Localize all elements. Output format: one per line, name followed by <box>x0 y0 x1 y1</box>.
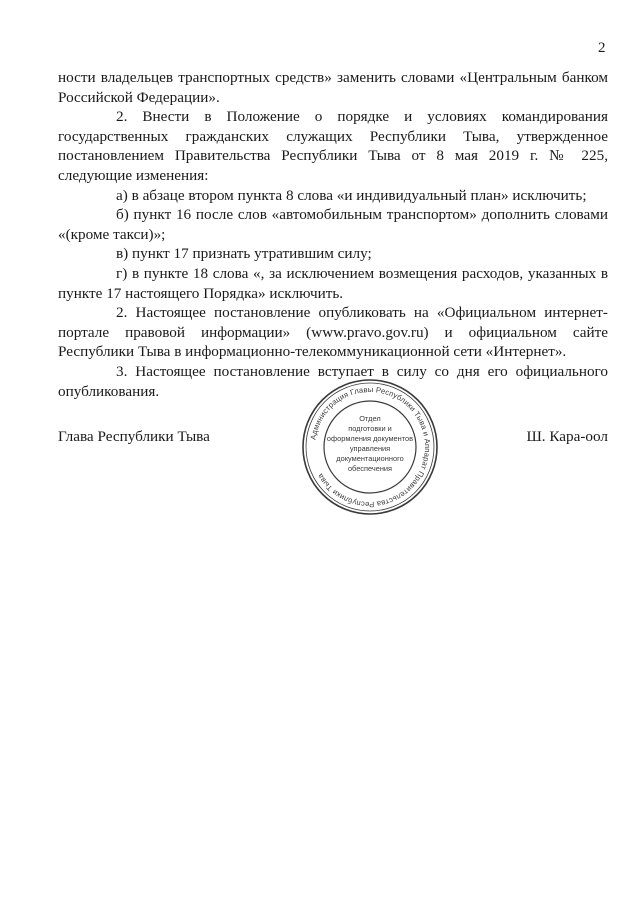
paragraph-subitem-a: а) в абзаце втором пункта 8 слова «и индивидуальный план» исключить; <box>116 186 587 204</box>
svg-text:обеспечения: обеспечения <box>347 464 393 473</box>
paragraph-item-3-effective: 3. Настоящее постановление вступает в силу со дня его официального опубликования. <box>58 362 608 400</box>
svg-text:документационного: документационного <box>336 454 404 463</box>
official-stamp <box>300 377 440 517</box>
paragraph-continuation: ности владельцев транспортных средств» заменить словами «Центральным банком Российской Федерации». <box>58 69 608 106</box>
signer-name: Ш. Кара-оол <box>526 428 608 445</box>
paragraph-subitem-b: б) пункт 16 после слов «автомобильным транспортом» дополнить словами «(кроме такси)»; <box>58 206 608 243</box>
paragraph-subitem-g: г) в пункте 18 слова «, за исключением возмещения расходов, указанных в пункте 17 настоящего Порядка» исключить. <box>58 264 608 302</box>
svg-text:подготовки и: подготовки и <box>348 424 392 433</box>
svg-text:оформления документов: оформления документов <box>326 434 414 443</box>
signer-position: Глава Республики Тыва <box>58 428 210 445</box>
page-number: 2 <box>598 40 606 56</box>
paragraph-item-2-publish: 2. Настоящее постановление опубликовать на «Официальном интернет-портале правовой информации» (www.pravo.gov.ru) и официальном сайте Республики Тыва в информационно-телекоммуникационной сети «Интернет». <box>58 304 608 361</box>
paragraph-subitem-v: в) пункт 17 признать утратившим силу; <box>116 245 372 263</box>
svg-text:Администрация Главы Республики: Администрация Главы Республики Тыва и Аппарат Правительства Республики Тыва <box>308 384 433 510</box>
document-body <box>58 68 608 401</box>
svg-text:Отдел: Отдел <box>359 414 381 423</box>
stamp-seal-image <box>300 377 440 517</box>
paragraph-item-2-amendments: 2. Внести в Положение о порядке и условиях командирования государственных гражданских служащих Республики Тыва, утвержденное постановлением Правительства Республики Тыва от 8 мая 2019 г. № 225, следующие изменения: <box>58 108 608 184</box>
svg-text:управления: управления <box>349 444 391 453</box>
